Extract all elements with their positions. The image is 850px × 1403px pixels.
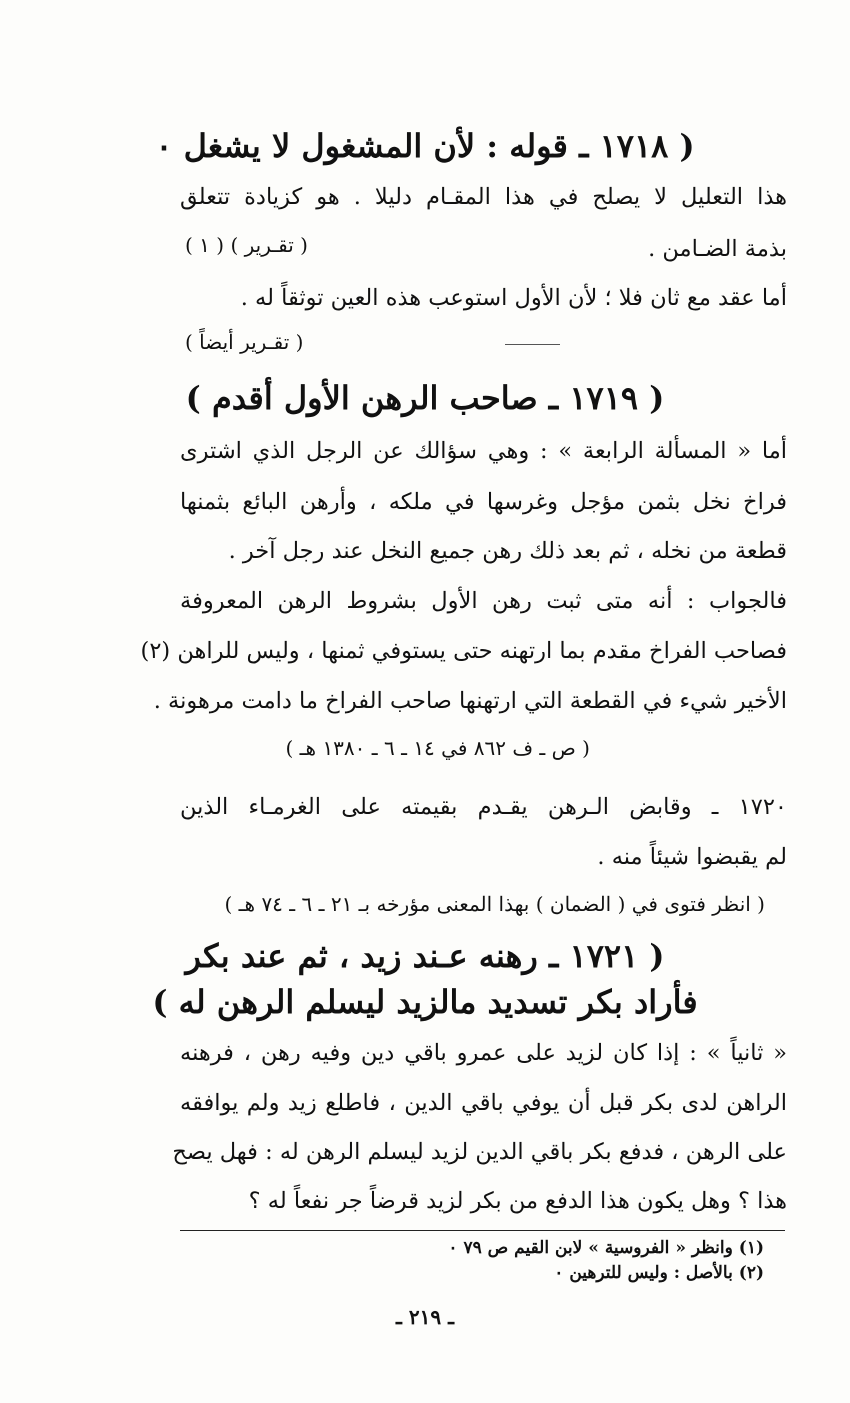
paragraph-1719-line-5: فصاحب الفراخ مقدم بما ارتهنه حتى يستوفي ثمنها ، وليس للراهن (٢) [140,638,787,664]
footnote-rule [180,1230,785,1231]
paragraph-1719-line-4: فالجواب : أنه متى ثبت رهن الأول بشروط الرهن المعروفة [180,588,787,614]
heading-1721-line-2: فأراد بكر تسديد مالزيد ليسلم الرهن له ) [152,983,698,1021]
footnote-2: (٢) بالأصل : وليس للترهين ٠ [554,1263,764,1283]
paragraph-1721-line-2: الراهن لدى بكر قبل أن يوفي باقي الدين ، فاطلع زيد ولم يوافقه [180,1090,787,1116]
source-note-1720: ( انظر فتوى في ( الضمان ) بهذا المعنى مؤرخه بـ ٢١ ـ ٦ ـ ٧٤ هـ ) [224,892,765,916]
paragraph-1721-line-4: هذا ؟ وهل يكون هذا الدفع من بكر لزيد قرضاً جر نفعاً له ؟ [248,1188,787,1214]
paragraph-1720-line-2: لم يقبضوا شيئاً منه . [597,844,787,870]
heading-1719: ( ١٧١٩ ـ صاحب الرهن الأول أقدم ) [185,379,665,417]
source-note-1718: ( تقـرير ) ( ١ ) [185,233,308,257]
footnote-1: (١) وانظر « الفروسية » لابن القيم ص ٧٩ ٠ [448,1238,764,1258]
paragraph-1718-line-1: هذا التعليل لا يصلح في هذا المقـام دليلا . هو كزيادة تتعلق [180,184,787,210]
paragraph-1718-line-3: أما عقد مع ثان فلا ؛ لأن الأول استوعب هذه العين توثقاً له . [240,285,787,311]
source-note-1719: ( ص ـ ف ٨٦٢ في ١٤ ـ ٦ ـ ١٣٨٠ هـ ) [285,736,590,760]
paragraph-1721-line-1: « ثانياً » : إذا كان لزيد على عمرو باقي دين وفيه رهن ، فرهنه [180,1040,787,1066]
separator-dash [505,344,560,345]
heading-1718: ( ١٧١٨ ـ قوله : لأن المشغول لا يشغل ٠ [155,127,695,165]
heading-1721-line-1: ( ١٧٢١ ـ رهنه عـند زيد ، ثم عند بكر [185,937,665,975]
paragraph-1719-line-3: قطعة من نخله ، ثم بعد ذلك رهن جميع النخل عند رجل آخر . [228,538,787,564]
paragraph-1719-line-6: الأخير شيء في القطعة التي ارتهنها صاحب الفراخ ما دامت مرهونة . [153,688,787,714]
paragraph-1719-line-2: فراخ نخل بثمن مؤجل وغرسها في ملكه ، وأرهن البائع بثمنها [180,489,787,515]
page-number: ـ ٢١٩ ـ [396,1305,454,1329]
source-note-1718-b: ( تقـرير أيضاً ) [185,330,304,354]
paragraph-1718-line-2: بذمة الضـامن . [648,236,787,262]
paragraph-1719-line-1: أما « المسألة الرابعة » : وهي سؤالك عن الرجل الذي اشترى [180,438,787,464]
paragraph-1720-line-1: ١٧٢٠ ـ وقابض الـرهن يقـدم بقيمته على الغرمـاء الذين [180,794,787,820]
paragraph-1721-line-3: على الرهن ، فدفع بكر باقي الدين لزيد ليسلم الرهن له : فهل يصح [172,1139,787,1165]
